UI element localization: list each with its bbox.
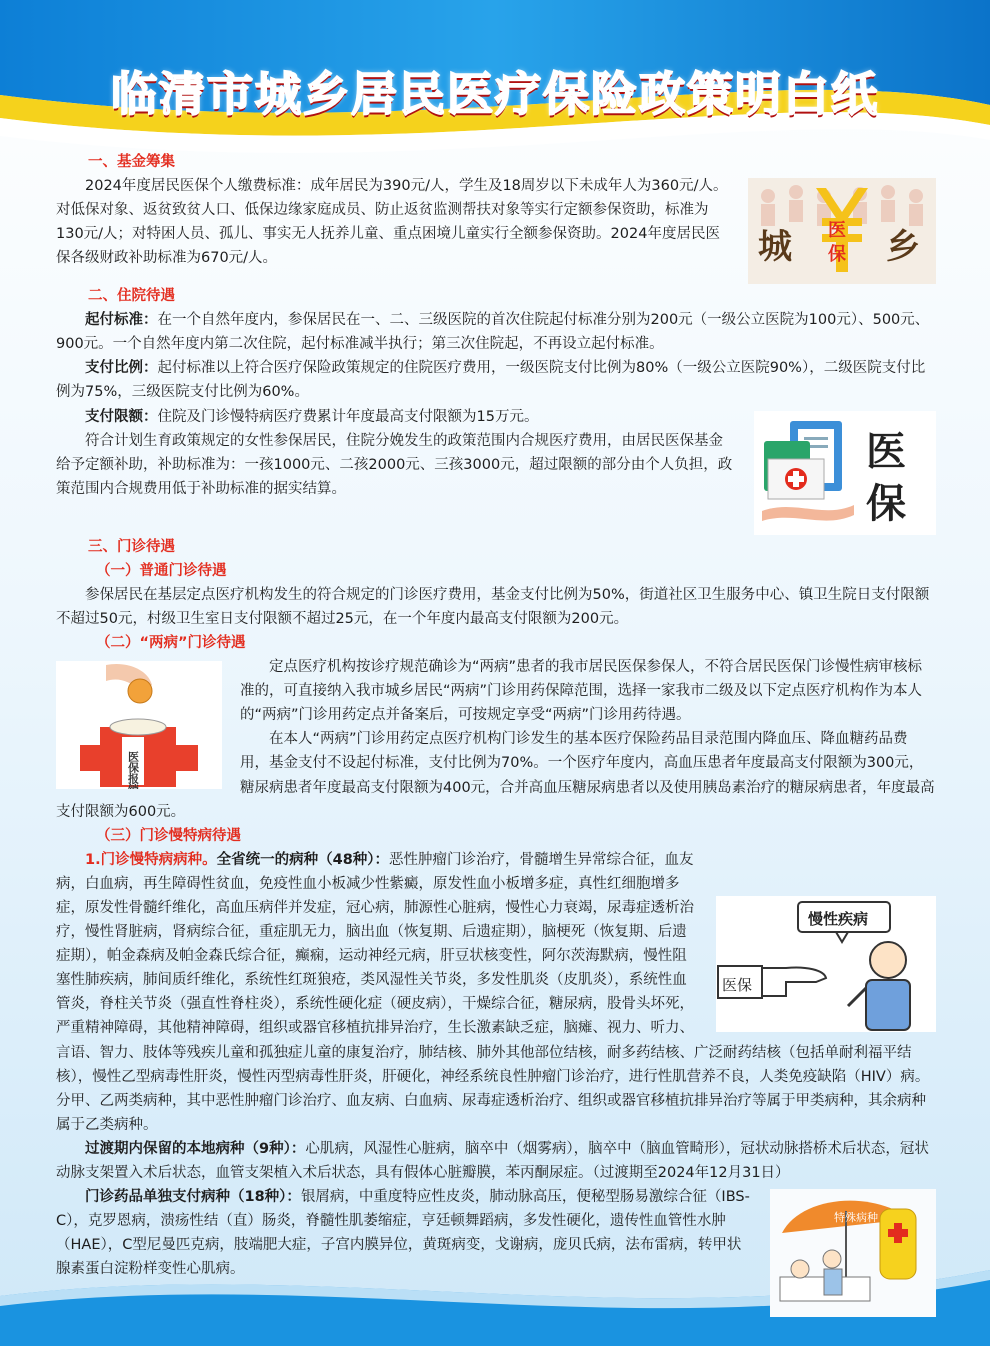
- chronic-local-label: 过渡期内保留的本地病种（9种）：: [85, 1140, 306, 1157]
- section-heading-inpatient: 二、住院待遇: [88, 288, 175, 305]
- chengxiang-illustration: [748, 178, 936, 284]
- baoxiao-illustration: [56, 661, 222, 789]
- chronic-local-paragraph: [56, 1137, 936, 1185]
- chronic-label-b: 全省统一的病种（48种）：: [216, 851, 390, 868]
- general-outpatient-heading: （一）普通门诊待遇: [96, 562, 227, 579]
- two-diseases-paragraph-2: 在本人“两病”门诊用药定点医疗机构门诊发生的基本医疗保险药品目录范围内降血压、降血糖药品费用，基金支付不设起付标准，支付比例为70%。一个医疗年度内，高血压患者年度最高支付限额为300元，糖尿病患者年度最高支付限额为400元，合并高血压糖尿病患者以及使用胰岛素治疗的糖尿病患者，年度最高支付限额为600元。: [56, 731, 935, 820]
- section-heading-outpatient: 三、门诊待遇: [88, 538, 175, 555]
- threshold-text: 在一个自然年度内，参保居民在一、二、三级医院的首次住院起付标准分别为200元（一级公立医院为100元）、500元、900元。一个自然年度内第二次住院，起付标准减半执行；第三次住院起，不再设立起付标准。: [56, 312, 930, 353]
- chengxiang-tag1-text: 医: [828, 220, 846, 242]
- manxing-bubble-text: 慢性疾病: [808, 909, 869, 928]
- general-outpatient-paragraph: 参保居民在基层定点医疗机构发生的符合规定的门诊医疗费用，基金支付比例为50%，街道社区卫生服务中心、镇卫生院日支付限额不超过50元，村级卫生室日支付限额不超过25元，在一个年度内最高支付限额为200元。: [56, 586, 930, 627]
- manxing-hand-text: 医保: [722, 975, 753, 994]
- ratio-label: 支付比例：: [85, 360, 158, 377]
- chengxiang-left-text: 城: [758, 227, 792, 268]
- two-diseases-paragraph-1: 定点医疗机构按诊疗规范确诊为“两病”患者的我市居民医保参保人，不符合居民医保门诊慢性病审核标准的，可直接纳入我市城乡居民“两病”门诊用药保障范围，选择一家我市二级及以下定点医疗机构作为本人的“两病”门诊用药定点并备案后，可按规定享受“两病”门诊用药待遇。: [240, 659, 923, 724]
- fund-paragraph: 2024年度居民医保个人缴费标准：成年居民为390元/人，学生及18周岁以下未成年人为360元/人。对低保对象、返贫致贫人口、低保边缘家庭成员、防止返贫监测帮扶对象等实行定额参保资助，标准为130元/人；对特困人员、孤儿、事实无人抚养儿童、重点困境儿童实行全额参保资助。2024年度居民医保各级财政补助标准为670元/人。: [56, 178, 728, 267]
- limit-label: 支付限额：: [85, 408, 158, 425]
- yibao-char1-text: 医: [866, 428, 906, 475]
- baoxiao-text: 医保报销: [126, 751, 140, 790]
- inpatient-threshold-paragraph: [56, 308, 936, 356]
- maternity-paragraph: 符合计划生育政策规定的女性参保居民，住院分娩发生的政策范围内合规医疗费用，由居民医保基金给予定额补助，补助标准为：一孩1000元、二孩2000元、三孩3000元，超过限额的部分由个人负担，政策范围内合规费用低于补助标准的据实结算。: [56, 432, 733, 497]
- chronic-disease-heading: （三）门诊慢特病待遇: [96, 827, 241, 844]
- yibao-illustration: [754, 411, 936, 535]
- chronic-local-text: 心肌病，风湿性心脏病，脑卒中（烟雾病），脑卒中（脑血管畸形），冠状动脉搭桥术后状态，冠状动脉支架置入术后状态，血管支架植入术后状态，具有假体心脏瓣膜，苯丙酮尿症。（过渡期至2024年12月31日）: [56, 1140, 929, 1181]
- yibao-char2-text: 保: [866, 480, 906, 527]
- chronic-drug-text: 银屑病，中重度特应性皮炎，肺动脉高压，便秘型肠易激综合征（IBS-C），克罗恩病，溃疡性结（直）肠炎，脊髓性肌萎缩症，亨廷顿舞蹈病，多发性硬化，遗传性血管性水肿（HAE），C型尼曼匹克病，肢端肥大症，子宫内膜异位，黄斑病变，戈谢病，庞贝氏病，法布雷病，转甲状腺素蛋白淀粉样变性心肌病。: [56, 1189, 750, 1278]
- chronic-label-a: 1.门诊慢特病病种。: [85, 851, 217, 868]
- two-diseases-heading: （二）“两病”门诊待遇: [96, 634, 246, 651]
- chengxiang-tag2-text: 保: [828, 244, 846, 266]
- section-heading-fund: 一、基金筹集: [88, 154, 175, 170]
- chronic-national-text: 恶性肿瘤门诊治疗，骨髓增生异常综合征，血友病，白血病，再生障碍性贫血，免疫性血小板减少性紫癜，原发性血小板增多症，真性红细胞增多症，原发性骨髓纤维化，高血压病伴并发症，冠心病，肺源性心脏病，慢性心力衰竭，尿毒症透析治疗，慢性肾脏病，肾病综合征，重症肌无力，脑出血（恢复期、后遗症期），脑梗死（恢复期、后遗症期），帕金森病及帕金森氏综合征，癫痫，运动神经元病，肝豆状核变性，阿尔茨海默病，慢性阻塞性肺疾病，肺间质纤维化，系统性红斑狼疮，类风湿性关节炎，多发性肌炎（皮肌炎），系统性血管炎，脊柱关节炎（强直性脊柱炎），系统性硬化症（硬皮病），干燥综合征，糖尿病，股骨头坏死，严重精神障碍，其他精神障碍，组织或器官移植抗排异治疗，生长激素缺乏症，脑瘫、视力、听力、言语、智力、肢体等残疾儿童和孤独症儿童的康复治疗，肺结核、肺外其他部位结核，耐多药结核、广泛耐药结核（包括单耐利福平结核），慢性乙型病毒性肝炎，慢性丙型病毒性肝炎，肝硬化，神经系统良性肿瘤门诊治疗，进行性肌营养不良，人类免疫缺陷（HIV）病。分甲、乙两类病种，其中恶性肿瘤门诊治疗、血友病、白血病、尿毒症透析治疗、组织或器官移植抗排异治疗等属于甲类病种，其余病种属于乙类病种。: [56, 851, 930, 1133]
- chengxiang-right-text: 乡: [886, 227, 920, 268]
- limit-text: 住院及门诊慢特病医疗费累计年度最高支付限额为15万元。: [157, 408, 539, 425]
- policy-content: [56, 150, 936, 1317]
- teshu-umbrella-text: 特殊病种: [834, 1211, 878, 1225]
- page-title: 临清市城乡居民医疗保险政策明白纸: [111, 67, 879, 121]
- teshu-illustration: [770, 1189, 936, 1317]
- manxing-illustration: [716, 896, 936, 1032]
- chronic-drug-label: 门诊药品单独支付病种（18种）：: [85, 1189, 301, 1206]
- inpatient-ratio-paragraph: [56, 356, 936, 404]
- threshold-label: 起付标准：: [85, 312, 158, 329]
- ratio-text: 起付标准以上符合医疗保险政策规定的住院医疗费用，一级医院支付比例为80%（一级公立医院90%），二级医院支付比例为75%，三级医院支付比例为60%。: [56, 360, 926, 401]
